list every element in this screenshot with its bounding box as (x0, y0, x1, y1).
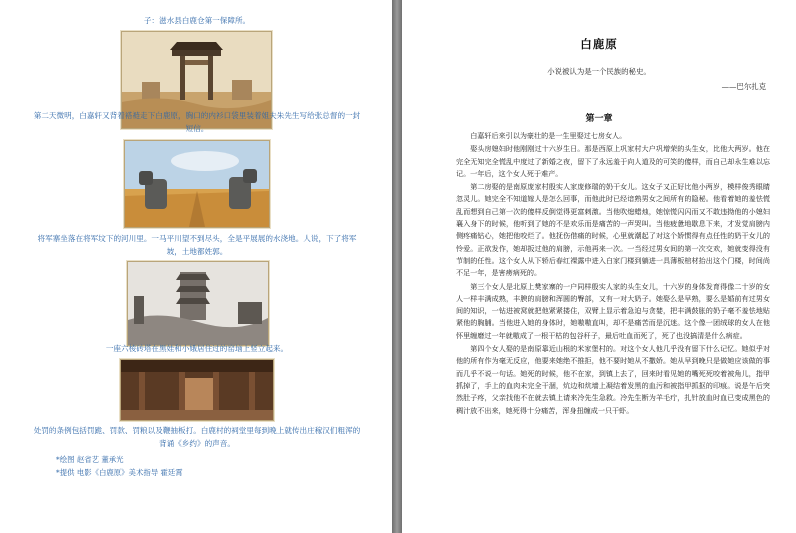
paragraph: 第四个女人娶的是南原靠近山根的米家堡村的。对这个女人他几乎没有留下什么记忆。她似乎对他的所有作为毫无反应，他要来她绝不推拒，他不要时她从不撒娇。她从早到晚只是做她应该做的事而几乎不说一句话。她死的时候，他不在家，到镇上去了，回来时看见她的嘴死死咬着被角儿，指甲抓掉了，手上的血肉未完全干涸，炕边和炕墙上凝结着发黑的血污和被指甲抓抠的印痕。说是午后突然肚子疼，父亲找他不在就去镇上请来冷先生急救。冷先生断为羊毛疔，扎针放血时血已变成黑色的稠汁放不出来，她死得十分痛苦，浑身扭缠成一只干虾。 (456, 344, 770, 415)
chapter-body (456, 130, 770, 418)
right-page (402, 0, 796, 533)
book-gutter (392, 0, 402, 533)
hall-illustration (121, 360, 273, 420)
credit-provider: *提供 电影《白鹿原》美术指导 霍廷霄 (56, 468, 183, 477)
paragraph: 娶头房媳妇时他刚刚过十六岁生日。那是西原上巩家村大户巩增荣的头生女，比他大两岁。他在完全无知完全慌乱中度过了新婚之夜，留下了永远羞于向人道及的可笑的傻样，而自己却永生难以忘记。一年后，这个女人死于难产。 (456, 144, 770, 178)
caption-5: 处罚的条例包括罚跪、罚款、罚粮以及鞭抽板打。白鹿村的祠堂里每到晚上就传出庄稼汉们粗浑的背诵《乡约》的声音。 (33, 426, 361, 448)
epigraph-author: ——巴尔扎克 (721, 82, 766, 91)
paragraph: 第三个女人是北原上樊家寨的一户同样殷实人家的头生女儿，十六岁的身体发育得像二十岁的女人一样丰满成熟，丰腴的肩膀和浑圆的臀部，又有一对大奶子。她娶么是早熟，要么是婚前有过男女间的知识，一钻进被窝就把他紧紧搂住，双臂上显示着急迫与贪婪，把丰满鼓胀的奶子毫不羞怯地贴紧他的胸脯。当他进入她的身体时，她嗷嗷直叫，却不是痛苦而是沉迷。这个像一团绒球的女人在他怀里缠磨过一年就嗷成了一根干枯的包谷秆子，最后吐血而死了，死了也没搞清是什么病症。 (456, 281, 770, 340)
paragraph: 白嘉轩后来引以为豪壮的是一生里娶过七房女人。 (470, 131, 627, 140)
left-page (0, 0, 392, 533)
caption-4: 一座六棱砖塔在黑娃和小娥居住过的窑垴上竖立起来。 (105, 344, 289, 353)
epigraph: 小说被认为是一个民族的秘史。 (547, 67, 651, 76)
illustration-horses (124, 140, 270, 228)
caption-1: 子：滋水县白鹿仓第一保障所。 (143, 16, 251, 25)
illustration-pagoda (127, 261, 269, 346)
horses-illustration (125, 141, 269, 227)
caption-2: 第二天微明，白嘉轩又背着褡裢走下白鹿原，胸口的内衫口袋里装着姐夫朱先生写给张总督的一封短信。 (33, 111, 361, 133)
caption-3: 将军寨坐落在将军坟下的河川里。一马平川望不到尽头，全是平展展的水浇地。人说，下了将军坡，土地都姓郭。 (37, 234, 357, 256)
paragraph: 第二房娶的是南原庞家村殷实人家庞修瑞的奶干女儿。这女子又正好比他小两岁，模样俊秀眼睛忽灵儿。她完全不知道嫁人是怎么回事，而他此时已经谙熟男女之间所有的隐秘。他看着她的羞怯慌乱而想到自己第一次的傻样反倒觉得更富刺激。当他吹熄蜡烛，她惊慌闪闪而又不敢违拗他的小媳妇襄入身下的时候，他听到了她的不是欢乐而是痛苦的一声哭叫。当他疲惫地歇息下来，才发觉肩膀内侧疼痛钻心，她把他咬烂了。他抚伤借痛的时候，心里就潮起了对这个娇惯得有点任性的奶干女儿的怜爱。正欲发作，她却扳过他的肩膀，示他再来一次。一当经过男女间的第一次交欢，她就变得没有节制的任性。这个女人从下轿后春红裸露中进入白家门楼到躺进一具薄板棺材抬出这个门楼，时间尚不足一年，是害痨病死的。 (456, 182, 770, 278)
chapter-heading: 第一章 (585, 114, 613, 124)
pagoda-illustration (128, 262, 268, 345)
book-title: 白鹿原 (580, 37, 618, 51)
credit-illustrators: *绘图 赵省艺 董承光 (56, 455, 124, 464)
illustration-hall (120, 359, 274, 421)
